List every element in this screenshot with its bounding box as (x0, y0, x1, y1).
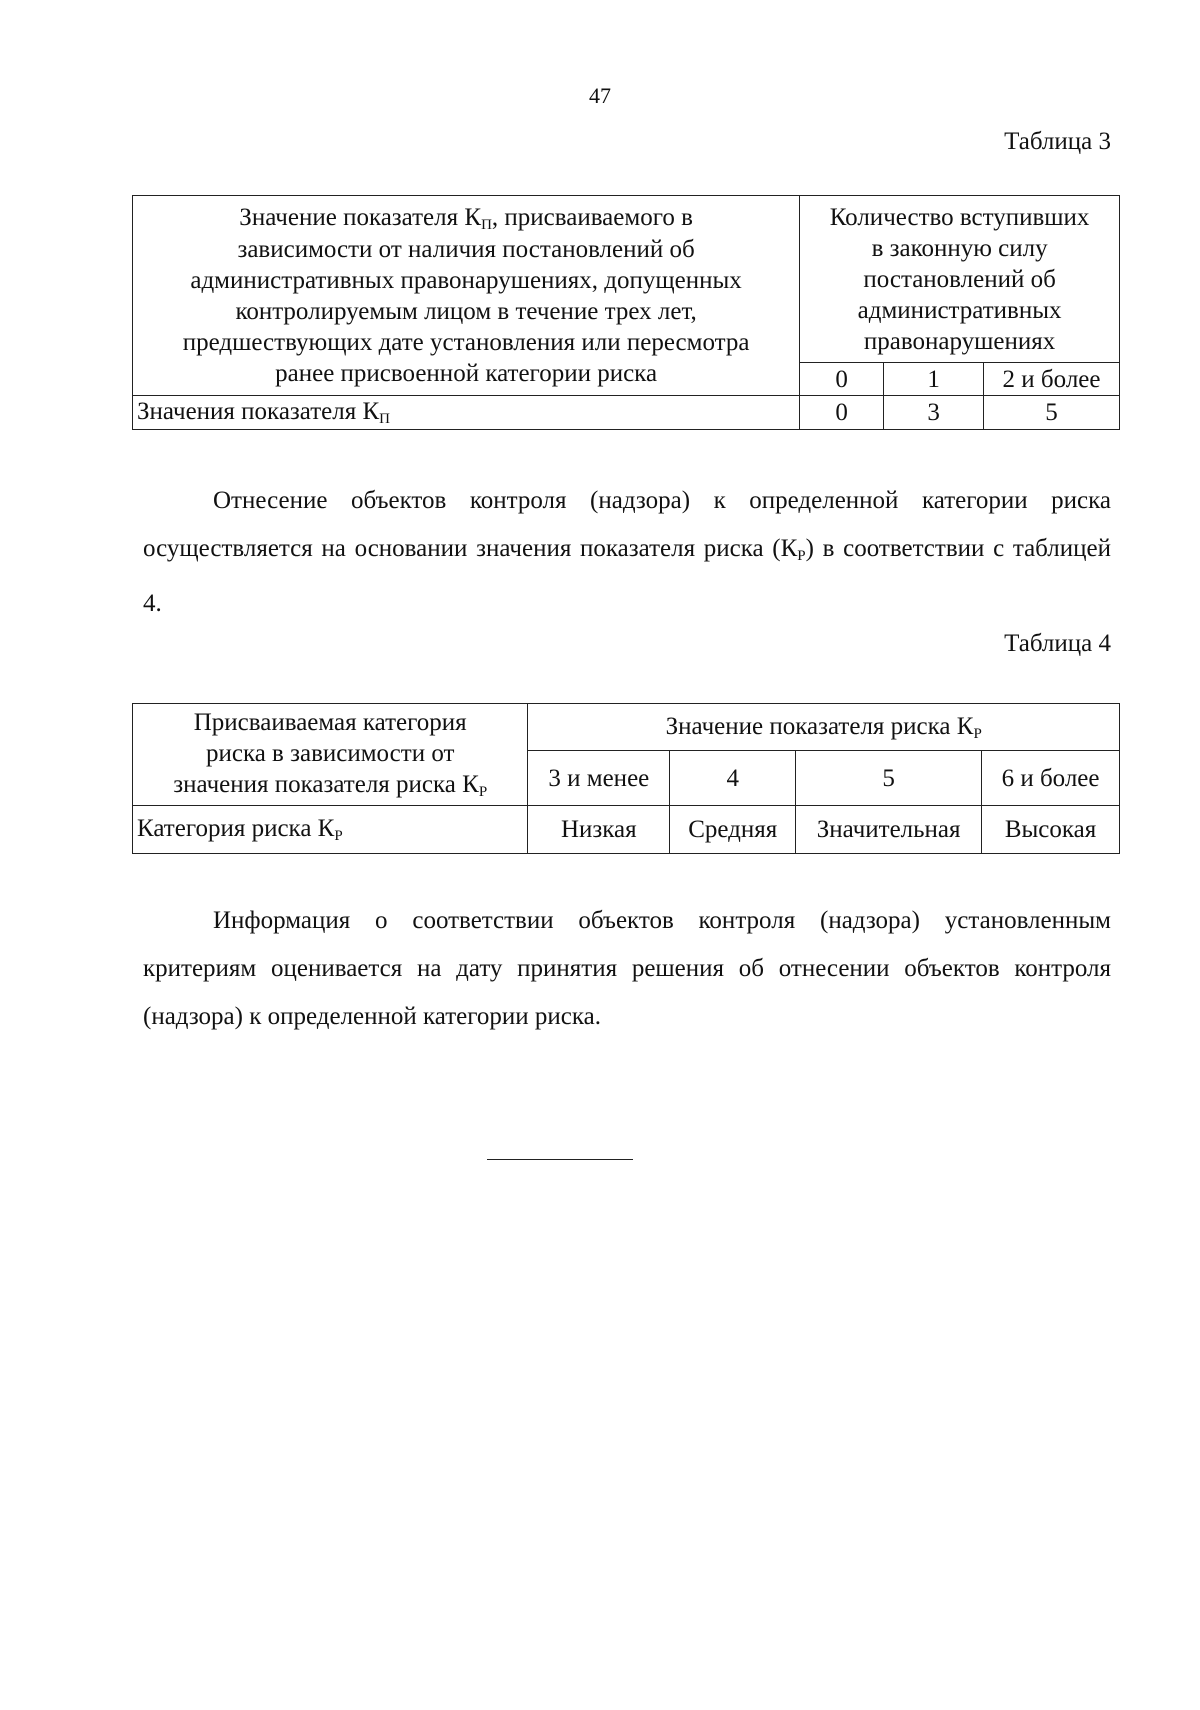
table3-count-0: 0 (800, 363, 884, 396)
table3-count-1: 1 (884, 363, 984, 396)
table4-category-significant: Значительная (796, 806, 982, 854)
table4-row-label: Категория риска $К_Р$ (133, 806, 528, 854)
paragraph-2: Информация о соответствии объектов контроля (надзора) установленным критериям оценивается на дату принятия решения об отнесении объектов контроля (надзора) к определенной категории риска. (143, 907, 1112, 1030)
table3-header-right: Количество вступивших в законную силу постановлений об административных правонарушениях (800, 196, 1120, 363)
paragraph-1: Отнесение объектов контроля (надзора) к определенной категории риска осуществляется на основании значения показателя риска $(К_Р)$ в соответствии с таблицей 4. (143, 487, 1111, 617)
table3-count-2-plus: 2 и более (984, 363, 1120, 396)
table4-threshold-1: 3 и менее (528, 751, 670, 806)
table3-value-0: 0 (800, 396, 884, 430)
table3 (132, 195, 1120, 430)
table4-header-left: Присваиваемая категория риска в зависимости от значения показателя риска $К_Р$ (133, 704, 528, 806)
page-number: 47 (589, 83, 611, 108)
table4-threshold-4: 6 и более (982, 751, 1120, 806)
table3-row-label: Значения показателя $К_П$ (133, 396, 800, 430)
table3-header-left: Значение показателя $К_П$, присваиваемого в зависимости от наличия постановлений об административных правонарушениях, допущенных контролируемым лицом в течение трех лет, предшествующих дате установления или пересмотра ранее присвоенной категории риска (133, 196, 800, 396)
table4-category-low: Низкая (528, 806, 670, 854)
table4-threshold-2: 4 (670, 751, 796, 806)
table4-threshold-3: 5 (796, 751, 982, 806)
table4 (132, 703, 1120, 854)
table4-category-medium: Средняя (670, 806, 796, 854)
table4-category-high: Высокая (982, 806, 1120, 854)
table4-header-right: Значение показателя риска $К_Р$ (528, 704, 1120, 751)
table3-value-2: 5 (984, 396, 1120, 430)
end-rule-divider (487, 1159, 633, 1160)
table3-caption: Таблица 3 (1004, 128, 1111, 155)
table3-value-1: 3 (884, 396, 984, 430)
table4-caption: Таблица 4 (1004, 630, 1111, 657)
